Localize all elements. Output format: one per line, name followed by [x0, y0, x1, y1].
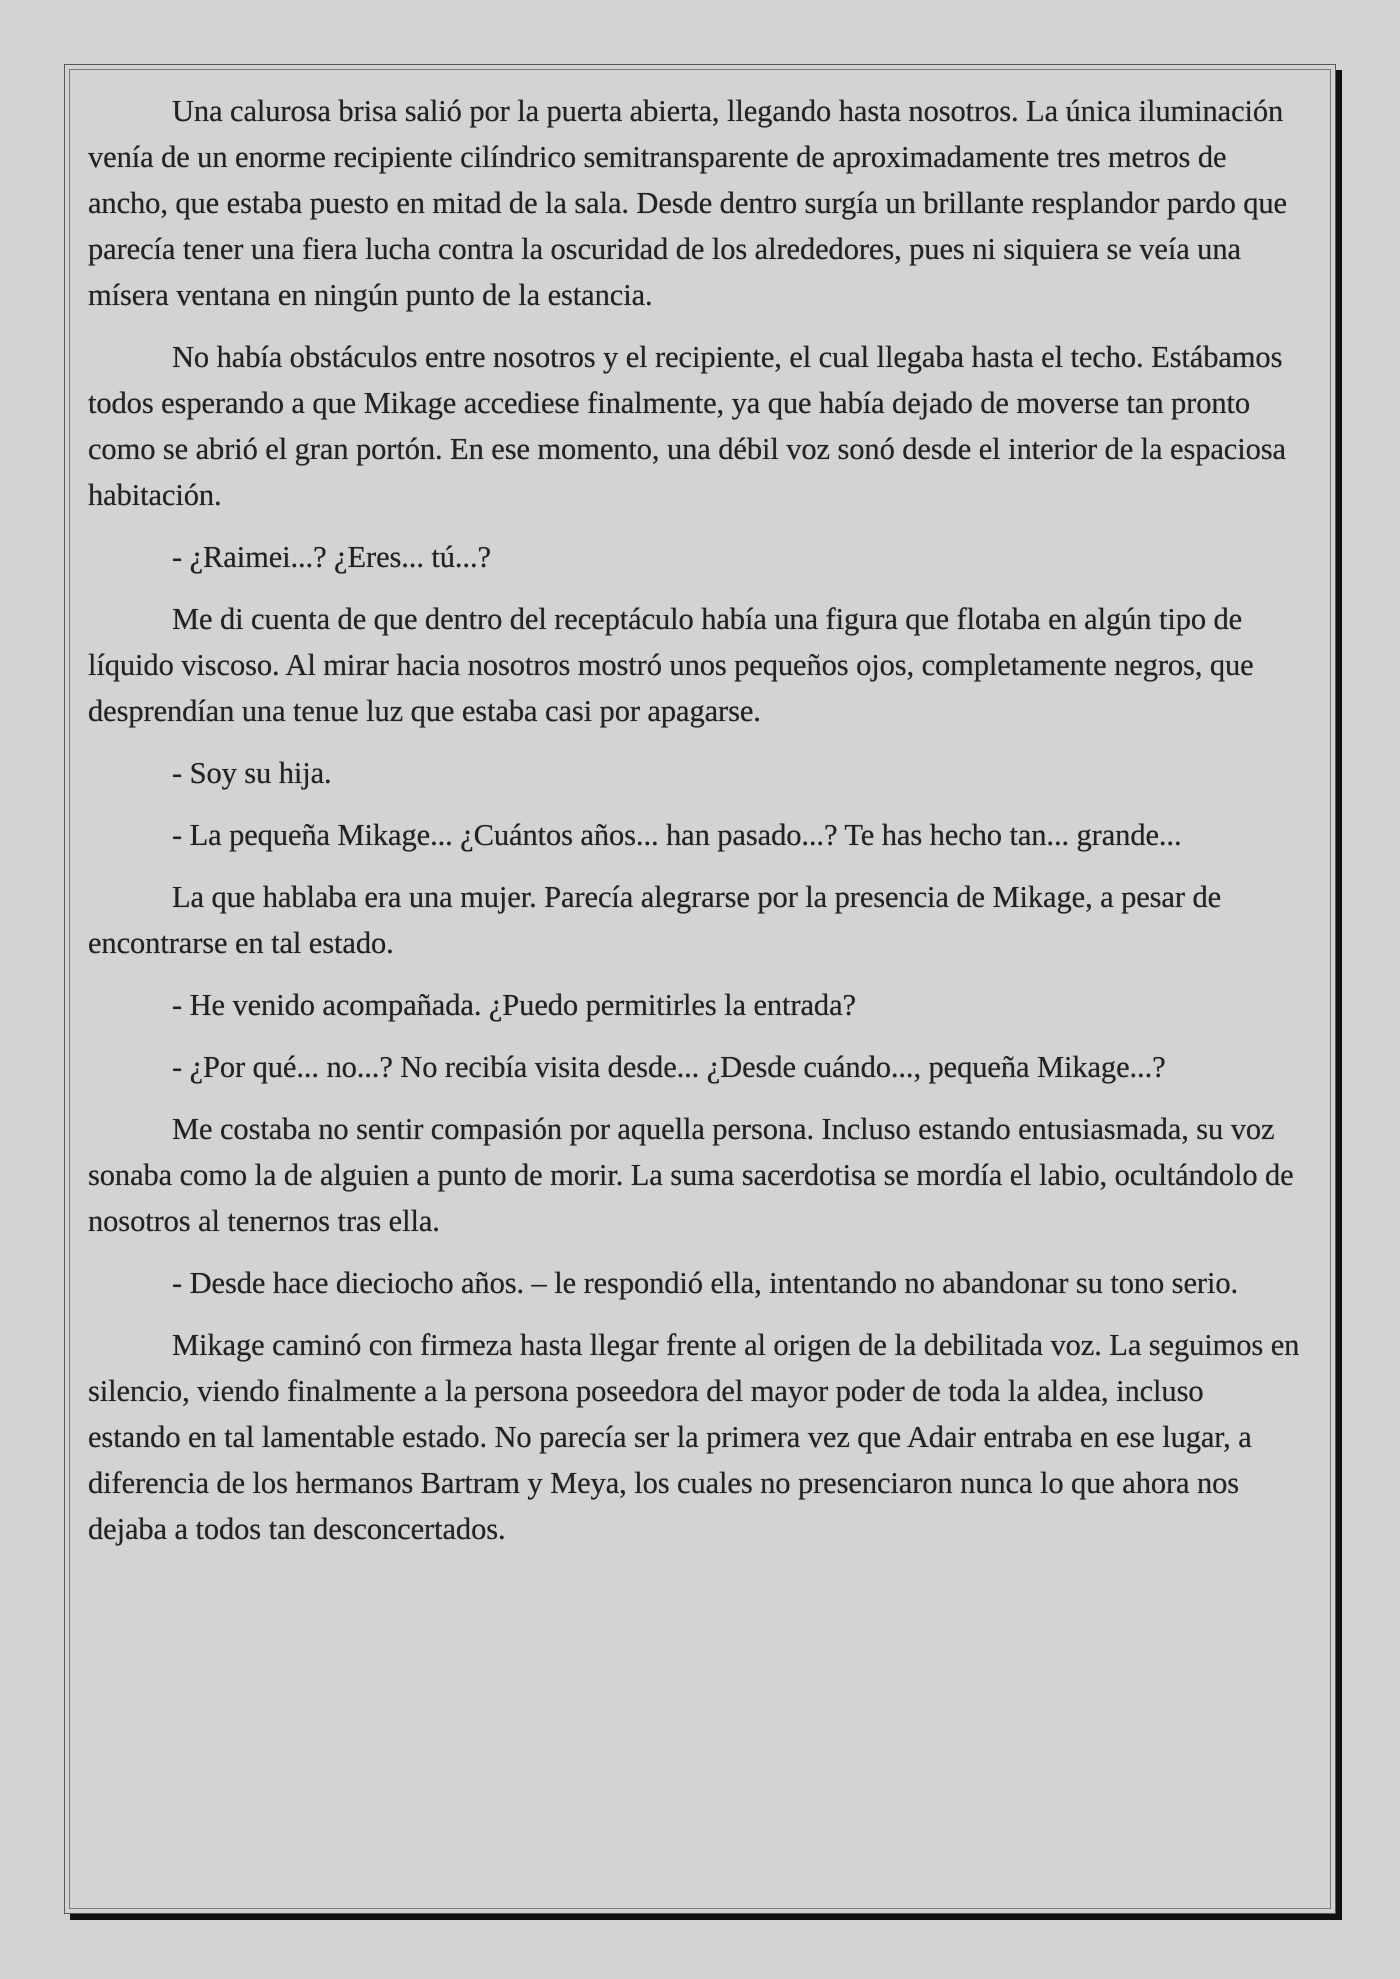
paragraph-6: - La pequeña Mikage... ¿Cuántos años... han pasado...? Te has hecho tan... grande... — [172, 818, 1182, 852]
paragraph-1: Una calurosa brisa salió por la puerta abierta, llegando hasta nosotros. La única iluminación venía de un enorme recipiente cilíndrico semitransparente de aproximadamente tres metros de ancho, que estaba puesto en mitad de la sala. Desde dentro surgía un brillante resplandor pardo que parecía tener una fiera lucha contra la oscuridad de los alrededores, pues ni siquiera se veía una mísera ventana en ningún punto de la estancia. — [88, 94, 1287, 312]
paragraph-8: - He venido acompañada. ¿Puedo permitirles la entrada? — [172, 988, 856, 1022]
paragraph-11: - Desde hace dieciocho años. – le respondió ella, intentando no abandonar su tono serio. — [172, 1266, 1238, 1300]
paragraph-4: Me di cuenta de que dentro del receptáculo había una figura que flotaba en algún tipo de líquido viscoso. Al mirar hacia nosotros mostró unos pequeños ojos, completamente negros, que desprendían una tenue luz que estaba casi por apagarse. — [88, 602, 1254, 728]
paragraph-2: No había obstáculos entre nosotros y el recipiente, el cual llegaba hasta el techo. Estábamos todos esperando a que Mikage accediese finalmente, ya que había dejado de moverse tan pronto como se abrió el gran portón. En ese momento, una débil voz sonó desde el interior de la espaciosa habitación. — [88, 340, 1286, 512]
page-body — [69, 69, 1331, 1909]
paragraph-7: La que hablaba era una mujer. Parecía alegrarse por la presencia de Mikage, a pesar de encontrarse en tal estado. — [88, 880, 1222, 960]
paragraph-12: Mikage caminó con firmeza hasta llegar frente al origen de la debilitada voz. La seguimos en silencio, viendo finalmente a la persona poseedora del mayor poder de toda la aldea, incluso estando en tal lamentable estado. No parecía ser la primera vez que Adair entraba en ese lugar, a diferencia de los hermanos Bartram y Meya, los cuales no presenciaron nunca lo que ahora nos dejaba a todos tan desconcertados. — [88, 1328, 1300, 1546]
paragraph-3: - ¿Raimei...? ¿Eres... tú...? — [172, 540, 491, 574]
paragraph-5: - Soy su hija. — [172, 756, 332, 790]
paragraph-9: - ¿Por qué... no...? No recibía visita desde... ¿Desde cuándo..., pequeña Mikage...? — [172, 1050, 1166, 1084]
paragraph-10: Me costaba no sentir compasión por aquella persona. Incluso estando entusiasmada, su voz sonaba como la de alguien a punto de morir. La suma sacerdotisa se mordía el labio, ocultándolo de nosotros al tenernos tras ella. — [88, 1112, 1294, 1238]
page-frame — [64, 64, 1336, 1914]
